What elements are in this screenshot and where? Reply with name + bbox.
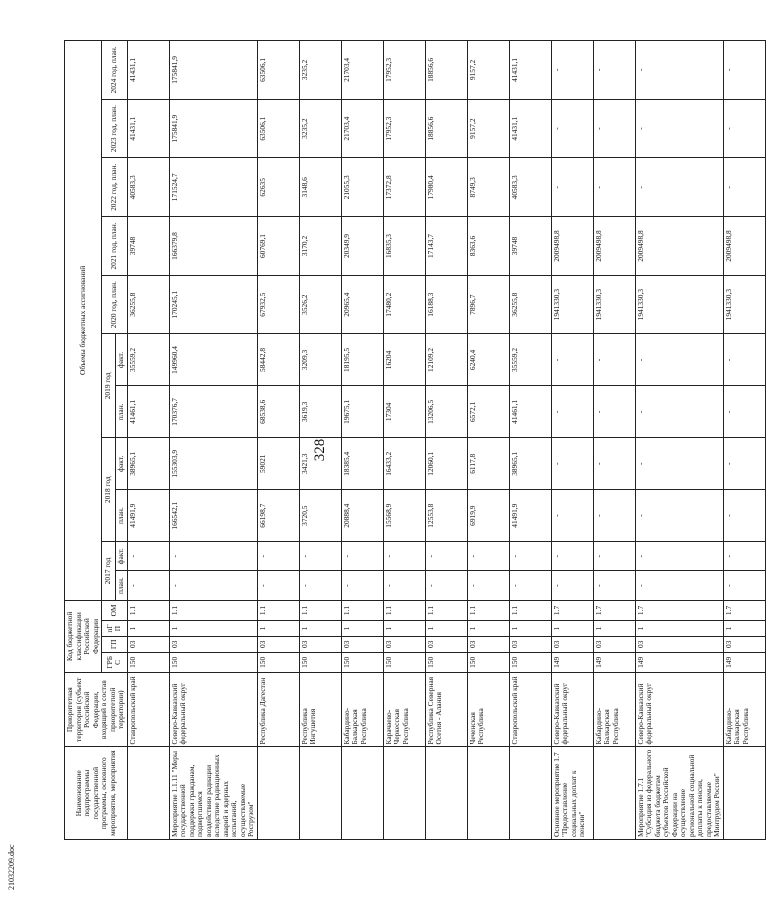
cell-v2019f: 35559,2 — [509, 334, 551, 386]
cell-v2019f: - — [723, 334, 765, 386]
cell-v2019f: - — [635, 334, 723, 386]
cell-pgp: 1 — [341, 621, 383, 637]
cell-v2019f: 16204 — [383, 334, 425, 386]
header-volumes-group: Объемы бюджетных ассигнований — [65, 41, 102, 601]
cell-grbs: 150 — [127, 652, 169, 672]
cell-v2017p: - — [723, 571, 765, 600]
cell-v2023: - — [551, 99, 593, 158]
cell-v2018p: 12553,8 — [425, 490, 467, 542]
table-row — [551, 41, 593, 840]
cell-v2017f: - — [341, 542, 383, 571]
cell-v2022: 21055,3 — [341, 158, 383, 217]
cell-gp: 03 — [551, 636, 593, 652]
cell-pgp: 1 — [383, 621, 425, 637]
cell-v2018p: 15568,9 — [383, 490, 425, 542]
cell-v2018p: - — [593, 490, 635, 542]
cell-territory: Чеченская Республика — [467, 673, 509, 747]
cell-v2022: - — [551, 158, 593, 217]
cell-v2017p: - — [509, 571, 551, 600]
cell-v2019f: - — [593, 334, 635, 386]
cell-v2018f: 38965,1 — [509, 438, 551, 490]
cell-v2024: 9157,2 — [467, 41, 509, 100]
cell-v2019f: 12109,2 — [425, 334, 467, 386]
cell-v2020: 170245,1 — [169, 275, 257, 334]
cell-v2023: 41431,1 — [127, 99, 169, 158]
cell-grbs: 149 — [635, 652, 723, 672]
cell-v2022: - — [723, 158, 765, 217]
cell-v2021: 8363,6 — [467, 217, 509, 276]
cell-v2017f: - — [257, 542, 299, 571]
cell-v2017p: - — [425, 571, 467, 600]
cell-v2021: 2009498,8 — [551, 217, 593, 276]
cell-v2018f: 16433,2 — [383, 438, 425, 490]
footer-doc-code: 21032209.doc — [7, 844, 16, 890]
cell-gp: 03 — [299, 636, 341, 652]
cell-v2019p: 17304 — [383, 386, 425, 438]
cell-v2021: 2009498,8 — [593, 217, 635, 276]
cell-name — [299, 747, 341, 840]
cell-om: 1.1 — [341, 600, 383, 620]
cell-v2022: 62635 — [257, 158, 299, 217]
cell-om: 1.7 — [723, 600, 765, 620]
cell-gp: 03 — [467, 636, 509, 652]
cell-grbs: 150 — [467, 652, 509, 672]
cell-name — [593, 747, 635, 840]
cell-v2018f: - — [723, 438, 765, 490]
cell-name — [425, 747, 467, 840]
cell-v2019p: 13206,5 — [425, 386, 467, 438]
cell-om: 1.1 — [509, 600, 551, 620]
cell-v2021: 60769,1 — [257, 217, 299, 276]
header-2018: 2018 год — [102, 438, 116, 542]
cell-v2017f: - — [383, 542, 425, 571]
cell-v2019p: 41461,1 — [509, 386, 551, 438]
table-row — [383, 41, 425, 840]
cell-territory: Северо-Кавказский федеральный округ — [169, 673, 257, 747]
cell-territory: Республика Северная Осетия - Алания — [425, 673, 467, 747]
cell-grbs: 150 — [169, 652, 257, 672]
cell-v2017p: - — [299, 571, 341, 600]
cell-grbs: 150 — [509, 652, 551, 672]
cell-gp: 03 — [383, 636, 425, 652]
cell-v2020: 1941330,3 — [593, 275, 635, 334]
cell-v2020: 20965,4 — [341, 275, 383, 334]
cell-v2017p: - — [551, 571, 593, 600]
cell-v2022: 40583,3 — [127, 158, 169, 217]
cell-pgp: 1 — [635, 621, 723, 637]
cell-gp: 03 — [257, 636, 299, 652]
cell-v2023: - — [723, 99, 765, 158]
cell-v2018f: 12060,1 — [425, 438, 467, 490]
cell-v2023: - — [593, 99, 635, 158]
cell-om: 1.1 — [425, 600, 467, 620]
cell-gp: 03 — [341, 636, 383, 652]
cell-pgp: 1 — [723, 621, 765, 637]
cell-om: 1.7 — [593, 600, 635, 620]
cell-territory: Северо-Кавказский федеральный округ — [635, 673, 723, 747]
cell-v2018p: 41491,9 — [127, 490, 169, 542]
header-2017-plan: план. — [116, 571, 128, 600]
cell-territory: Кабардино-Балкарская Республика — [593, 673, 635, 747]
cell-v2017p: - — [127, 571, 169, 600]
table-row — [635, 41, 723, 840]
header-2019: 2019 год — [102, 334, 116, 438]
cell-pgp: 1 — [551, 621, 593, 637]
cell-territory: Республика Дагестан — [257, 673, 299, 747]
header-2024: 2024 год, план. — [102, 41, 128, 100]
cell-name — [383, 747, 425, 840]
cell-v2019p: - — [635, 386, 723, 438]
cell-v2020: 17480,2 — [383, 275, 425, 334]
cell-v2018p: 6919,9 — [467, 490, 509, 542]
cell-v2020: 3526,2 — [299, 275, 341, 334]
cell-v2018p: 66198,7 — [257, 490, 299, 542]
cell-v2019f: 6240,4 — [467, 334, 509, 386]
cell-v2024: 3235,2 — [299, 41, 341, 100]
table-row — [509, 41, 551, 840]
table-row — [169, 41, 257, 840]
table-row — [425, 41, 467, 840]
cell-v2021: 2009498,8 — [723, 217, 765, 276]
cell-v2021: 166379,8 — [169, 217, 257, 276]
header-code-group: Код бюджетной классификации Российской Федерации — [65, 600, 102, 672]
cell-v2024: 175841,9 — [169, 41, 257, 100]
cell-v2022: 171524,7 — [169, 158, 257, 217]
header-gp: ГП — [102, 636, 128, 652]
cell-v2023: 21703,4 — [341, 99, 383, 158]
cell-v2024: - — [635, 41, 723, 100]
cell-v2018p: - — [723, 490, 765, 542]
cell-v2024: 63506,1 — [257, 41, 299, 100]
cell-v2018p: 3720,5 — [299, 490, 341, 542]
cell-om: 1.1 — [467, 600, 509, 620]
cell-v2019p: 19675,1 — [341, 386, 383, 438]
cell-name — [127, 747, 169, 840]
header-grbs: ГРБС — [102, 652, 128, 672]
cell-v2017p: - — [257, 571, 299, 600]
cell-v2020: 1941330,3 — [723, 275, 765, 334]
table-row — [299, 41, 341, 840]
cell-grbs: 149 — [723, 652, 765, 672]
header-2018-plan: план. — [116, 490, 128, 542]
cell-pgp: 1 — [593, 621, 635, 637]
cell-name — [509, 747, 551, 840]
header-2017: 2017 год — [102, 542, 116, 601]
cell-om: 1.1 — [257, 600, 299, 620]
cell-v2024: - — [593, 41, 635, 100]
cell-v2017f: - — [635, 542, 723, 571]
cell-v2017p: - — [635, 571, 723, 600]
cell-om: 1.1 — [169, 600, 257, 620]
cell-grbs: 150 — [257, 652, 299, 672]
cell-v2019f: 149960,4 — [169, 334, 257, 386]
cell-pgp: 1 — [509, 621, 551, 637]
cell-v2019p: 68538,6 — [257, 386, 299, 438]
cell-name: Мероприятие 1.7.1 "Субсидия из федерального бюджета бюджетам субъектов Российской Федерации на осуществление региональной социальной доплаты к пенсии, предоставляемые Минтрудом России" — [635, 747, 723, 840]
cell-grbs: 150 — [341, 652, 383, 672]
cell-v2020: 67932,5 — [257, 275, 299, 334]
cell-v2019p: - — [551, 386, 593, 438]
cell-name — [467, 747, 509, 840]
cell-v2023: 17952,3 — [383, 99, 425, 158]
header-2020: 2020 год, план. — [102, 275, 128, 334]
cell-grbs: 149 — [551, 652, 593, 672]
cell-name — [341, 747, 383, 840]
cell-v2018f: - — [635, 438, 723, 490]
cell-v2018p: 41491,9 — [509, 490, 551, 542]
cell-om: 1.1 — [299, 600, 341, 620]
header-2019-plan: план. — [116, 386, 128, 438]
cell-territory: Ставропольский край — [127, 673, 169, 747]
cell-v2022: 17372,8 — [383, 158, 425, 217]
cell-territory: Ставропольский край — [509, 673, 551, 747]
cell-v2021: 39748 — [127, 217, 169, 276]
cell-v2022: 8749,3 — [467, 158, 509, 217]
cell-v2018f: 155303,9 — [169, 438, 257, 490]
cell-v2017f: - — [127, 542, 169, 571]
cell-grbs: 150 — [425, 652, 467, 672]
cell-v2017p: - — [593, 571, 635, 600]
cell-v2017f: - — [467, 542, 509, 571]
cell-v2017f: - — [593, 542, 635, 571]
cell-v2017f: - — [551, 542, 593, 571]
cell-v2018f: 18385,4 — [341, 438, 383, 490]
header-territory: Приоритетная территория (субъект Российской Федерации, входящий в состав приоритетной территории) — [65, 673, 128, 747]
cell-v2019f: 58442,8 — [257, 334, 299, 386]
cell-v2019p: 41461,1 — [127, 386, 169, 438]
cell-v2018p: 20888,4 — [341, 490, 383, 542]
cell-v2022: 17980,4 — [425, 158, 467, 217]
table-body — [127, 41, 765, 840]
table-row — [341, 41, 383, 840]
cell-v2018f: - — [593, 438, 635, 490]
cell-v2024: - — [723, 41, 765, 100]
cell-name — [723, 747, 765, 840]
cell-v2018f: 59021 — [257, 438, 299, 490]
cell-v2018f: - — [551, 438, 593, 490]
header-2017-fact: факт. — [116, 542, 128, 571]
cell-v2017f: - — [509, 542, 551, 571]
cell-v2019p: 6572,1 — [467, 386, 509, 438]
header-2023: 2023 год, план. — [102, 99, 128, 158]
cell-v2023: 18856,6 — [425, 99, 467, 158]
cell-v2019p: - — [593, 386, 635, 438]
cell-v2020: 7896,7 — [467, 275, 509, 334]
table-row — [593, 41, 635, 840]
cell-v2022: 40583,3 — [509, 158, 551, 217]
header-2019-fact: факт. — [116, 334, 128, 386]
cell-v2020: 36255,8 — [509, 275, 551, 334]
cell-v2021: 39748 — [509, 217, 551, 276]
cell-v2017p: - — [467, 571, 509, 600]
cell-v2019f: - — [551, 334, 593, 386]
cell-gp: 03 — [127, 636, 169, 652]
cell-v2019f: 35559,2 — [127, 334, 169, 386]
cell-v2023: 175841,9 — [169, 99, 257, 158]
header-om: ОМ — [102, 600, 128, 620]
cell-v2024: - — [551, 41, 593, 100]
cell-territory: Кабардино-Балкарская Республика — [341, 673, 383, 747]
rotated-table-wrapper — [64, 40, 750, 840]
cell-v2019p: - — [723, 386, 765, 438]
cell-pgp: 1 — [467, 621, 509, 637]
cell-v2017p: - — [169, 571, 257, 600]
cell-v2020: 16188,3 — [425, 275, 467, 334]
cell-pgp: 1 — [127, 621, 169, 637]
cell-v2020: 1941330,3 — [635, 275, 723, 334]
cell-pgp: 1 — [425, 621, 467, 637]
cell-name: Мероприятие 1.1.11 "Меры государственной поддержки гражданам, подвергшимся воздействию радиации вследствие радиационных аварий и ядерных испытаний, осуществляемые Росгрузом" — [169, 747, 257, 840]
budget-table — [64, 40, 766, 840]
cell-v2018f: 3421,3 — [299, 438, 341, 490]
cell-v2023: 41431,1 — [509, 99, 551, 158]
cell-v2022: - — [635, 158, 723, 217]
cell-gp: 03 — [723, 636, 765, 652]
cell-v2018f: 38965,1 — [127, 438, 169, 490]
table-row — [127, 41, 169, 840]
cell-territory: Кабардино-Балкарская Республика — [723, 673, 765, 747]
cell-grbs: 150 — [299, 652, 341, 672]
cell-v2018p: 166542,1 — [169, 490, 257, 542]
cell-v2018p: - — [551, 490, 593, 542]
header-2022: 2022 год, план. — [102, 158, 128, 217]
table-row — [467, 41, 509, 840]
cell-v2024: 17952,3 — [383, 41, 425, 100]
cell-name — [257, 747, 299, 840]
cell-gp: 03 — [593, 636, 635, 652]
cell-v2018p: - — [635, 490, 723, 542]
cell-v2021: 16835,3 — [383, 217, 425, 276]
cell-v2023: - — [635, 99, 723, 158]
cell-v2021: 2009498,8 — [635, 217, 723, 276]
cell-v2019p: 170376,7 — [169, 386, 257, 438]
cell-v2020: 36255,8 — [127, 275, 169, 334]
cell-gp: 03 — [509, 636, 551, 652]
header-name: Наименование подпрограммы государственной программы, основного мероприятия, мероприятия — [65, 747, 128, 840]
cell-v2017f: - — [425, 542, 467, 571]
cell-v2021: 3170,2 — [299, 217, 341, 276]
cell-om: 1.1 — [383, 600, 425, 620]
cell-territory: Карачаево-Черкесская Республика — [383, 673, 425, 747]
cell-v2018f: 6117,8 — [467, 438, 509, 490]
cell-om: 1.7 — [551, 600, 593, 620]
cell-v2019f: 18195,5 — [341, 334, 383, 386]
cell-gp: 03 — [169, 636, 257, 652]
cell-om: 1.7 — [635, 600, 723, 620]
cell-v2024: 41431,1 — [509, 41, 551, 100]
cell-v2019f: 3209,3 — [299, 334, 341, 386]
page-number: 328 — [312, 438, 328, 462]
cell-territory: Республика Ингушетия — [299, 673, 341, 747]
cell-v2022: - — [593, 158, 635, 217]
cell-v2021: 20349,9 — [341, 217, 383, 276]
cell-pgp: 1 — [169, 621, 257, 637]
cell-v2020: 1941330,3 — [551, 275, 593, 334]
cell-v2023: 63506,1 — [257, 99, 299, 158]
cell-v2024: 18856,6 — [425, 41, 467, 100]
header-2021: 2021 год, план. — [102, 217, 128, 276]
cell-territory: Северо-Кавказский федеральный округ — [551, 673, 593, 747]
cell-pgp: 1 — [299, 621, 341, 637]
cell-v2017f: - — [299, 542, 341, 571]
table-row — [257, 41, 299, 840]
header-2018-fact: факт. — [116, 438, 128, 490]
cell-v2019p: 3619,3 — [299, 386, 341, 438]
cell-v2023: 9157,2 — [467, 99, 509, 158]
cell-v2023: 3235,2 — [299, 99, 341, 158]
cell-v2017p: - — [341, 571, 383, 600]
cell-gp: 03 — [635, 636, 723, 652]
header-pgp: пГП — [102, 621, 128, 637]
cell-v2017f: - — [723, 542, 765, 571]
cell-pgp: 1 — [257, 621, 299, 637]
cell-v2017f: - — [169, 542, 257, 571]
cell-gp: 03 — [425, 636, 467, 652]
cell-om: 1.1 — [127, 600, 169, 620]
cell-v2022: 3148,6 — [299, 158, 341, 217]
cell-v2024: 41431,1 — [127, 41, 169, 100]
cell-v2021: 17143,7 — [425, 217, 467, 276]
cell-grbs: 149 — [593, 652, 635, 672]
cell-name: Основное мероприятие 1.7 "Предоставление социальных доплат к пенсии" — [551, 747, 593, 840]
cell-v2017p: - — [383, 571, 425, 600]
cell-grbs: 150 — [383, 652, 425, 672]
table-row — [723, 41, 765, 840]
cell-v2024: 21703,4 — [341, 41, 383, 100]
